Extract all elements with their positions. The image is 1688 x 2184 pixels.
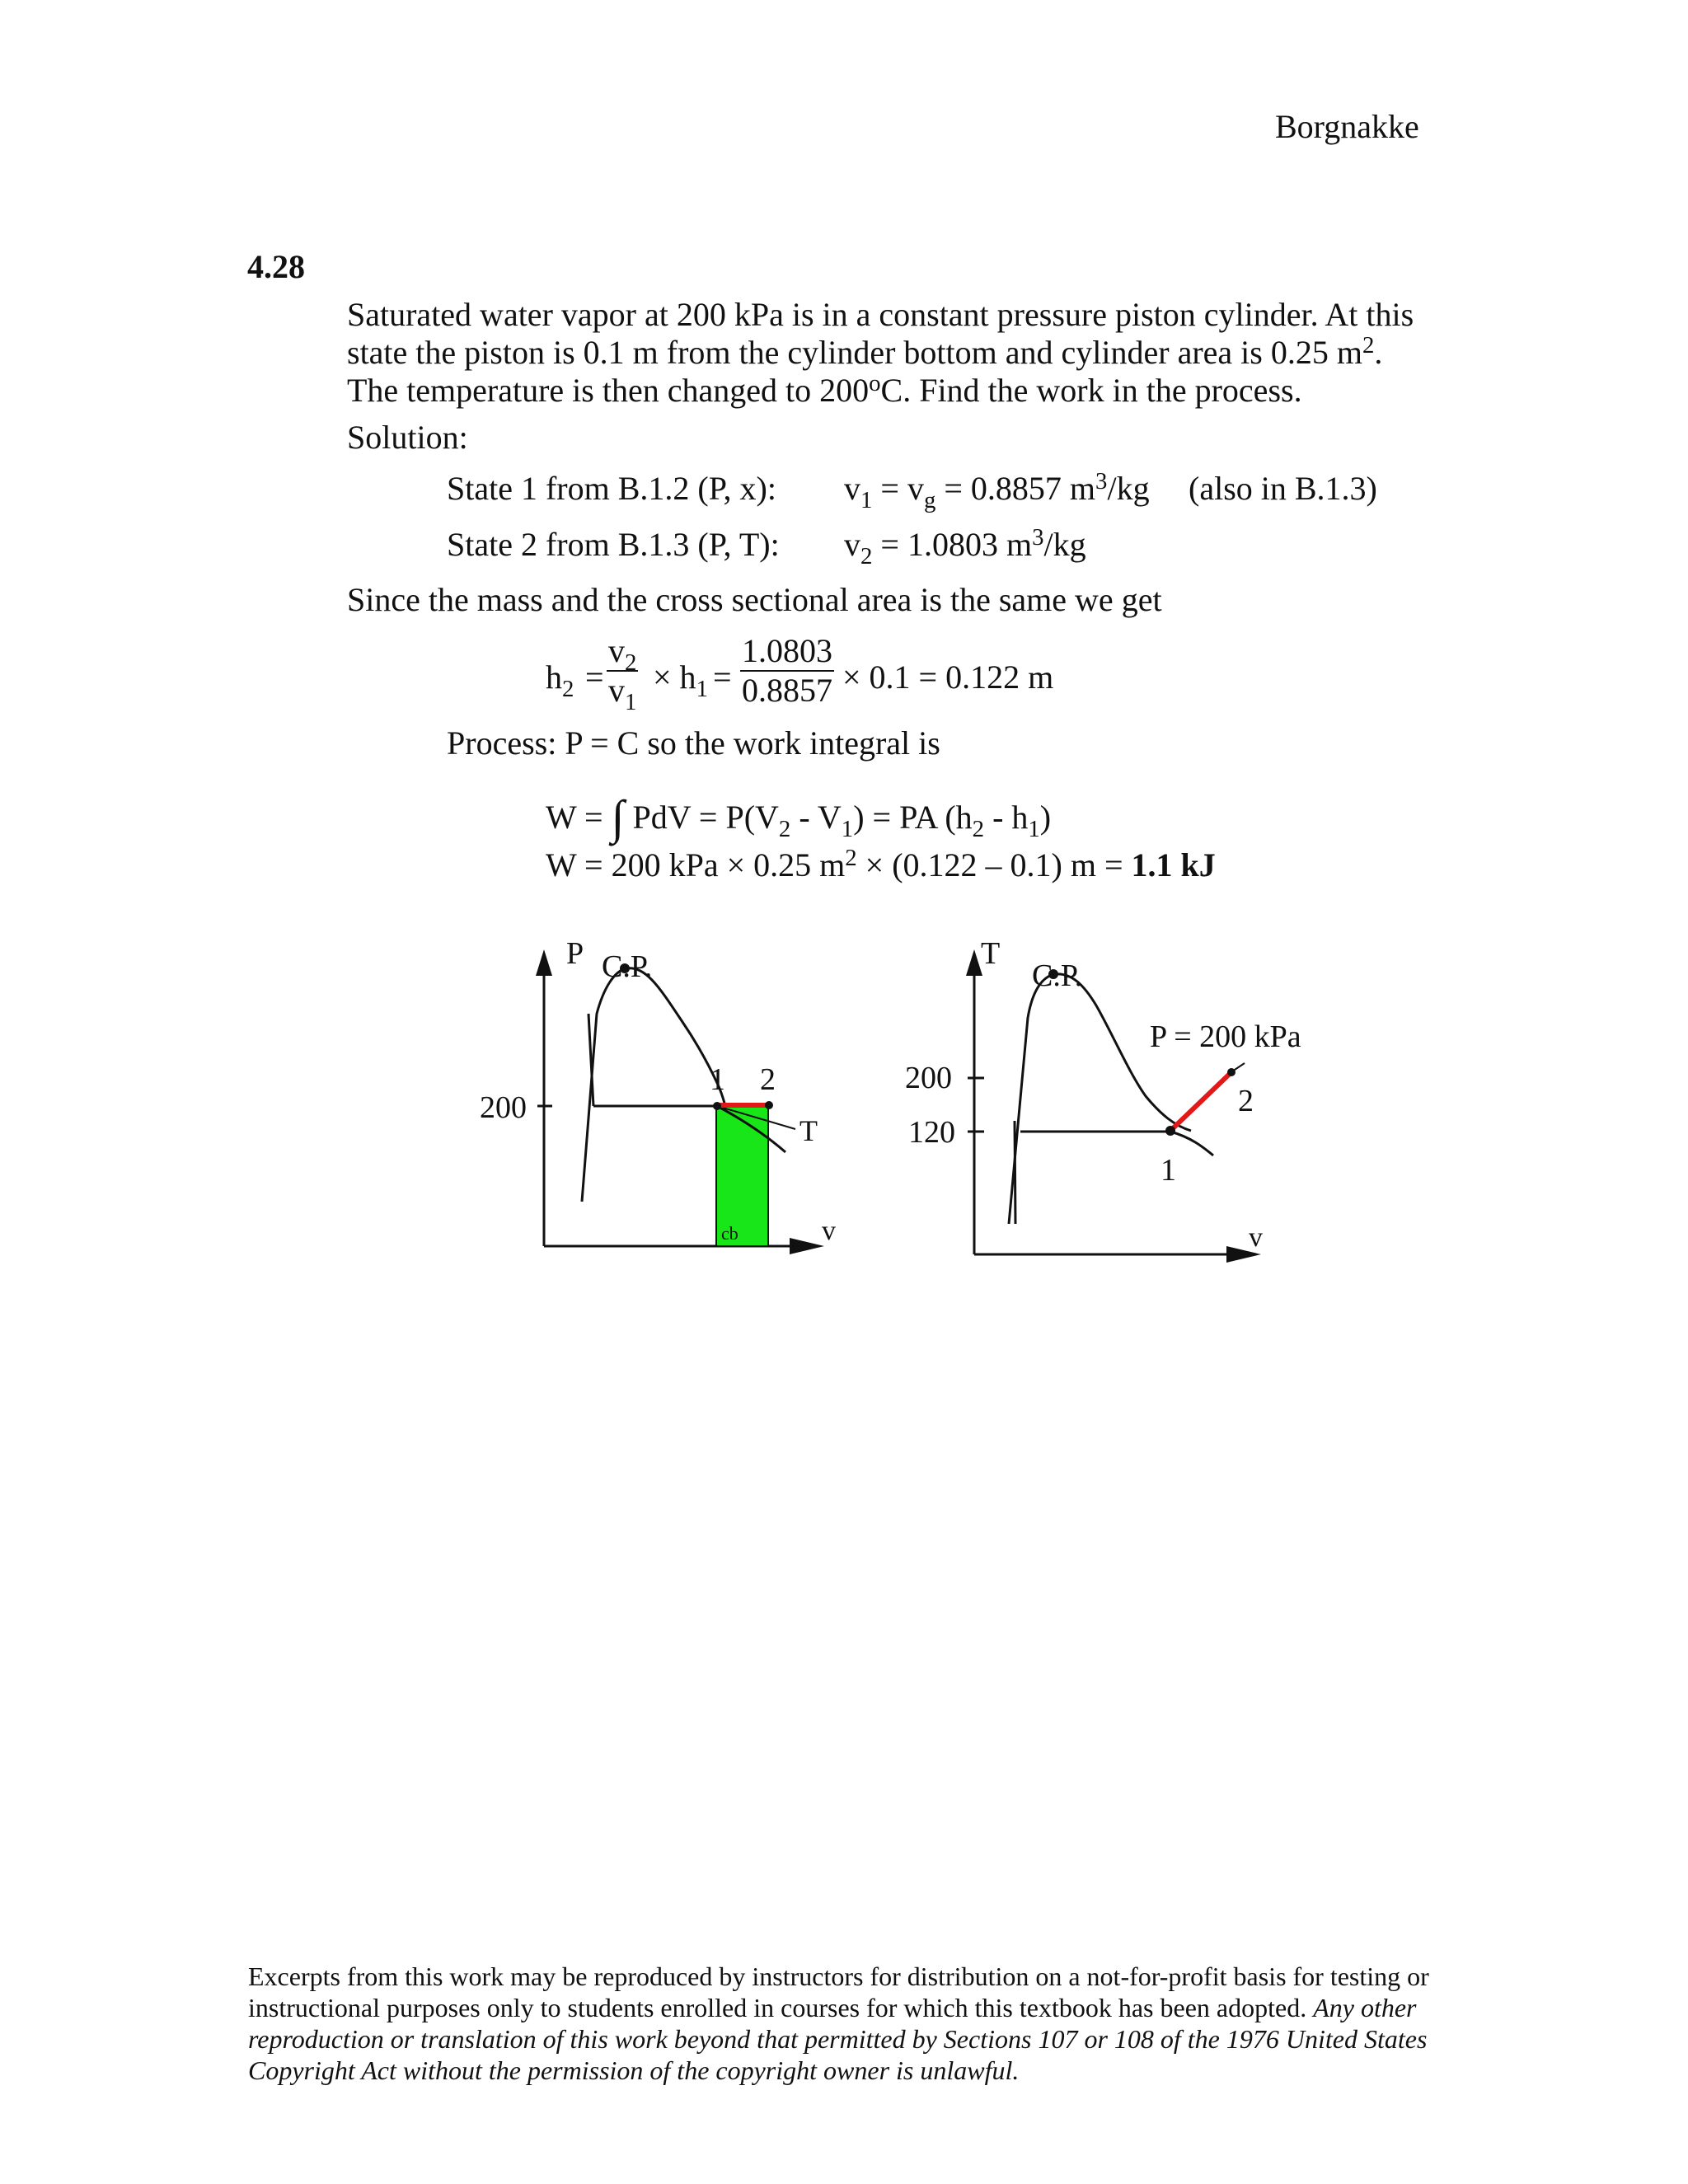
tv-cp-label: C.P. [1032, 958, 1083, 993]
pv-y-arrow [536, 949, 552, 976]
tv-process-line [1170, 1071, 1232, 1131]
state-1-label: State 1 from B.1.2 (P, x): [447, 470, 776, 507]
state-2-label: State 2 from B.1.3 (P, T): [447, 526, 780, 563]
work-result: W = 200 kPa × 0.25 $m^2 \times (0.122 - 0.1) m = 1.1$ kJ [546, 845, 1216, 883]
tv-200-label: 200 [905, 1061, 952, 1095]
tv-isobar-tail [1170, 1132, 1213, 1155]
h2-equals-2: = [713, 658, 732, 696]
tv-120-label: 120 [908, 1115, 955, 1150]
fraction-v2-v1 [607, 632, 638, 716]
tv-state-2-label: 2 [1238, 1084, 1254, 1118]
pv-state-2-point [765, 1101, 773, 1109]
tv-diagram [898, 931, 1343, 1277]
h2-equals: = [585, 658, 604, 696]
h2-result: × 0.1 = 0.122 m [842, 658, 1054, 696]
pv-diagram [462, 931, 874, 1277]
fraction-v2: $v_2$ [608, 632, 637, 677]
state-1-note: (also in B.1.3) [1189, 470, 1377, 507]
times-h1: × $h_1$ [653, 658, 708, 703]
pv-state-1-point [713, 1102, 721, 1110]
tv-axis-t: T [981, 936, 1001, 971]
pv-axis-p: P [566, 936, 584, 971]
pv-state-1-label: 1 [710, 1062, 725, 1097]
pv-200-label: 200 [480, 1090, 527, 1125]
fraction-numeric [740, 632, 834, 709]
statement-line-3: The temperature is then changed to 200$^o$C. Find the work in the process. [347, 370, 1302, 409]
tv-state-2-point [1227, 1068, 1236, 1076]
tv-isobar-label: P = 200 kPa [1150, 1019, 1301, 1054]
statement-line-1: Saturated water vapor at 200 kPa is in a constant pressure piston cylinder. At this [347, 296, 1414, 333]
pv-axis-v: v [822, 1216, 836, 1246]
fraction-v1: $v_1$ [608, 672, 637, 716]
statement-line-2: state the piston is 0.1 m from the cylinder bottom and cylinder area is 0.25 $m^2$. [347, 332, 1383, 371]
pv-saturation-dome [582, 968, 725, 1202]
tv-state-1-point [1165, 1126, 1175, 1136]
h2-symbol: $h_2$ [546, 658, 574, 703]
fraction-denominator: 0.8857 [742, 672, 832, 709]
process-line: Process: P = C so the work integral is [447, 724, 940, 762]
tv-state-1-label: 1 [1160, 1153, 1176, 1188]
state-1-equation: $v_1 = v_g = 0.8857$ $m^3/kg$ [844, 468, 1150, 514]
fraction-numerator: 1.0803 [742, 632, 832, 669]
running-header: Borgnakke [1275, 108, 1419, 145]
state-2-equation: $v_2 = 1.0803$ $m^3/kg$ [844, 524, 1086, 570]
since-text: Since the mass and the cross sectional area is the same we get [347, 581, 1162, 618]
copyright-footer: Excerpts from this work may be reproduced by instructors for distribution on a not-for-profit basis for testing or instructional purposes only to students enrolled in courses for which this textbook has been adopted. Any other reproduction or translation of this work beyond that permitted by Sections 107 or 108 of the 1976 United States Copyright Act without the permission of the copyright owner is unlawful. [248, 1961, 1429, 2085]
pv-cp-label: C.P. [602, 949, 653, 984]
tv-y-arrow [966, 949, 982, 976]
problem-number: 4.28 [247, 248, 305, 285]
pv-area-label: cb [721, 1223, 738, 1244]
tv-axis-v: v [1249, 1222, 1263, 1253]
pv-isotherm-label: T [799, 1114, 818, 1147]
work-integral: W = ∫ PdV = $P(V_2 - V_1)$ = PA $(h_2 - h_1)$ [546, 790, 1052, 844]
pv-state-2-label: 2 [760, 1062, 776, 1097]
pv-x-arrow [790, 1238, 824, 1254]
solution-label: Solution: [347, 419, 468, 456]
